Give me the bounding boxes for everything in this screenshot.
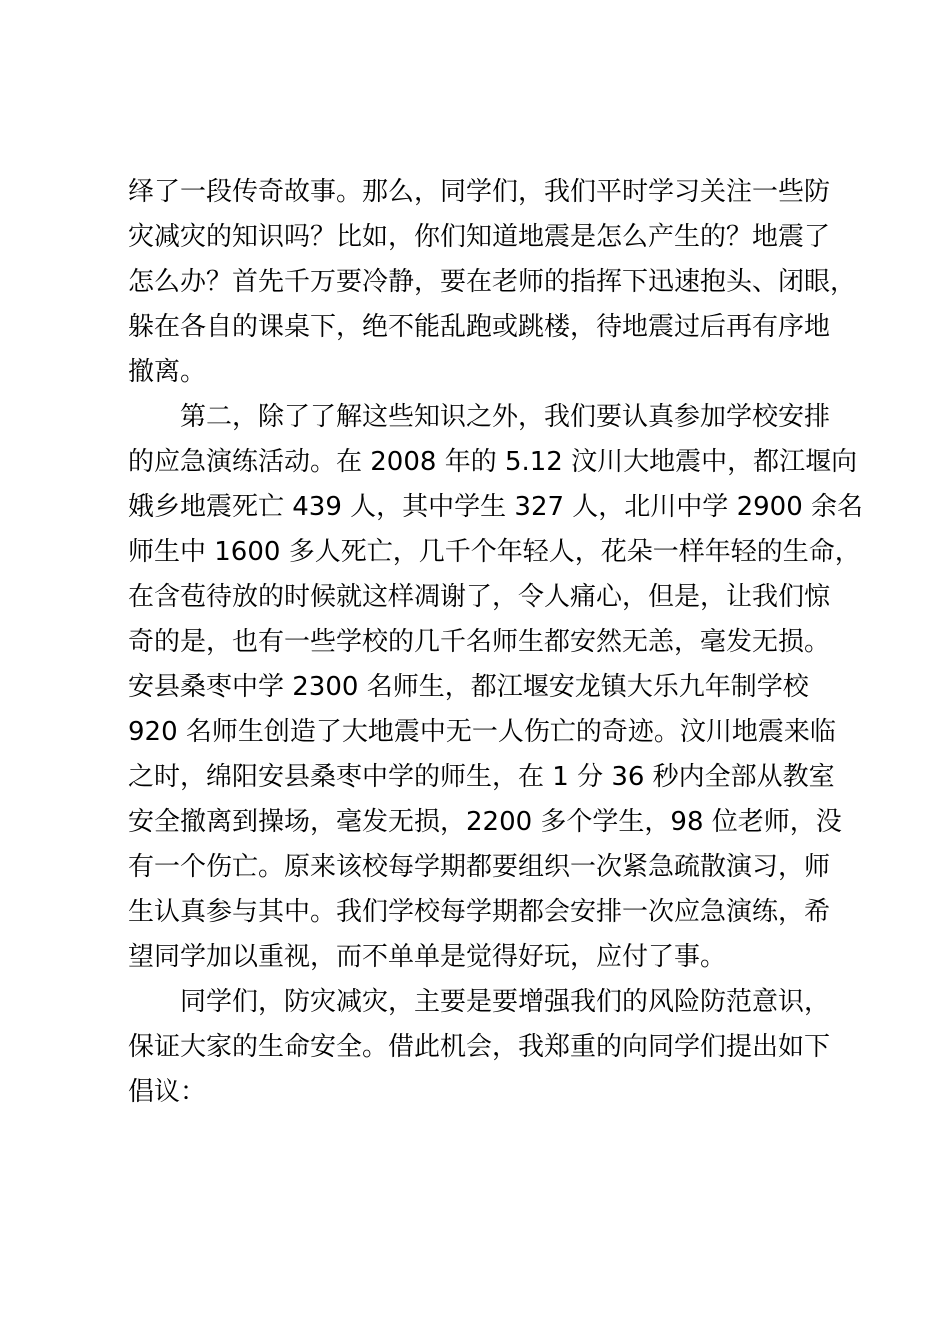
text-line: 倡议： — [128, 1077, 207, 1107]
text-line: 躲在各自的课桌下，绝不能乱跑或跳楼，待地震过后再有序地 — [128, 312, 831, 342]
text-line: 灾减灾的知识吗？比如，你们知道地震是怎么产生的？地震了 — [128, 222, 831, 252]
paragraph-start-line: 第二，除了了解这些知识之外，我们要认真参加学校安排 — [128, 402, 831, 432]
text-line: 生认真参与其中。我们学校每学期都会安排一次应急演练，希 — [128, 897, 831, 927]
text-line: 奇的是，也有一些学校的几千名师生都安然无恙，毫发无损。 — [128, 627, 831, 657]
text-line: 撤离。 — [128, 357, 207, 387]
body-text — [128, 170, 864, 1115]
text-line: 在含苞待放的时候就这样凋谢了，令人痛心，但是，让我们惊 — [128, 582, 831, 612]
text-line: 绎了一段传奇故事。那么，同学们，我们平时学习关注一些防 — [128, 177, 831, 207]
text-line: 的应急演练活动。在 2008 年的 5.12 汶川大地震中，都江堰向 — [128, 447, 858, 477]
text-line: 娥乡地震死亡 439 人，其中学生 327 人，北川中学 2900 余名 — [128, 492, 864, 522]
text-line: 安县桑枣中学 2300 名师生，都江堰安龙镇大乐九年制学校 — [128, 672, 809, 702]
text-line: 有一个伤亡。原来该校每学期都要组织一次紧急疏散演习，师 — [128, 852, 831, 882]
text-line: 之时，绵阳安县桑枣中学的师生，在 1 分 36 秒内全部从教室 — [128, 762, 835, 792]
text-line: 安全撤离到操场，毫发无损，2200 多个学生，98 位老师，没 — [128, 807, 842, 837]
text-line: 师生中 1600 多人死亡，几千个年轻人，花朵一样年轻的生命， — [128, 537, 861, 567]
text-line: 保证大家的生命安全。借此机会，我郑重的向同学们提出如下 — [128, 1032, 831, 1062]
text-line: 怎么办？首先千万要冷静，要在老师的指挥下迅速抱头、闭眼， — [128, 267, 857, 297]
text-line: 望同学加以重视，而不单单是觉得好玩，应付了事。 — [128, 942, 727, 972]
paragraph-start-line: 同学们，防灾减灾，主要是要增强我们的风险防范意识， — [128, 987, 831, 1017]
text-line: 920 名师生创造了大地震中无一人伤亡的奇迹。汶川地震来临 — [128, 717, 836, 747]
